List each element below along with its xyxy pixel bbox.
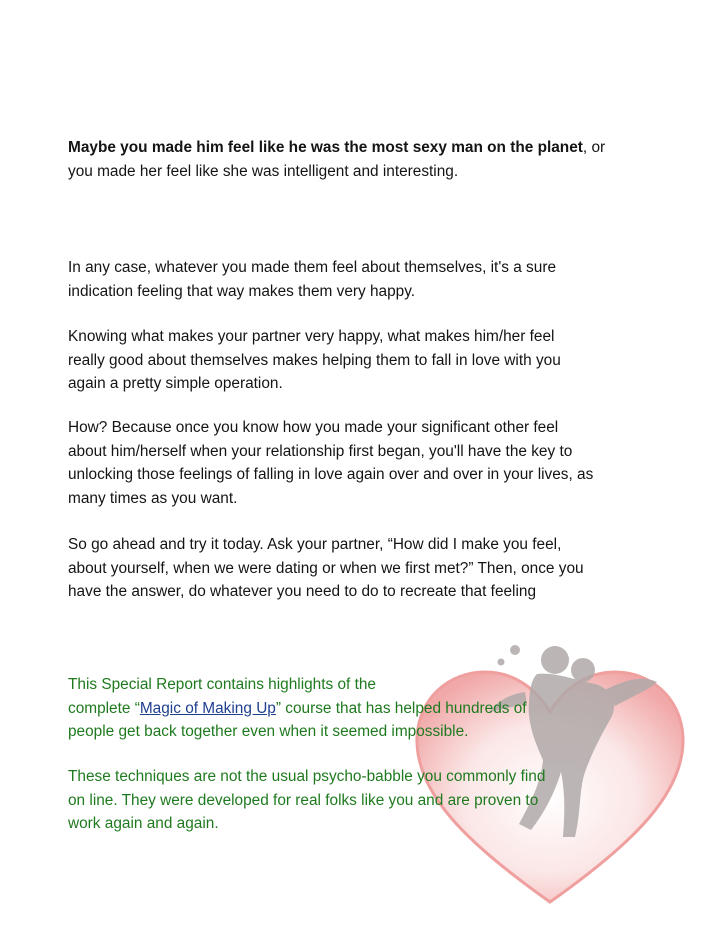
paragraph-2: [68, 256, 668, 303]
paragraph-3-line: really good about themselves makes helping them to fall in love with you: [68, 351, 561, 369]
paragraph-4-line: about him/herself when your relationship first began, you'll have the key to: [68, 442, 573, 460]
paragraph-1-text: [68, 136, 668, 183]
techniques-line: on line. They were developed for real folks like you and are proven to: [68, 791, 539, 809]
special-report-line-2: [68, 697, 668, 721]
techniques-line: These techniques are not the usual psycho-babble you commonly find: [68, 768, 546, 785]
paragraph-5-line: have the answer, do whatever you need to do to recreate that feeling: [68, 583, 537, 600]
paragraph-4-line: many times as you want.: [68, 489, 238, 507]
paragraph-4-line: unlocking those feelings of falling in love again over and over in your lives, as: [68, 466, 594, 483]
special-report-line-1: This Special Report contains highlights of the: [68, 676, 376, 693]
paragraph-2-line: indication feeling that way makes them very happy.: [68, 282, 416, 300]
magic-of-making-up-link[interactable]: Magic of Making Up: [139, 699, 276, 717]
special-report-line-2-end: ” course that has helped hundreds of: [275, 699, 527, 717]
special-report-line-2-start: complete “: [68, 699, 140, 717]
paragraph-3-line: Knowing what makes your partner very happy, what makes him/her feel: [68, 328, 555, 345]
special-report-line-3: people get back together even when it seemed impossible.: [68, 723, 469, 740]
techniques-paragraph: [68, 765, 668, 836]
bold-lead-in: Maybe you made him feel like he was the most sexy man on the planet: [68, 139, 583, 156]
special-report-paragraph: [68, 673, 668, 744]
paragraph-3: [68, 325, 668, 396]
paragraph-3-line: again a pretty simple operation.: [68, 375, 283, 392]
paragraph-5-line: So go ahead and try it today. Ask your partner, “How did I make you feel,: [68, 536, 562, 553]
techniques-line: work again and again.: [68, 815, 219, 832]
paragraph-1-line-2: you made her feel like she was intelligent and interesting.: [68, 162, 459, 180]
paragraph-5-line: about yourself, when we were dating or when we first met?” Then, once you: [68, 559, 584, 577]
paragraph-4: [68, 416, 668, 510]
paragraph-1: [68, 136, 668, 183]
paragraph-5: [68, 533, 668, 604]
paragraph-4-line: How? Because once you know how you made your significant other feel: [68, 419, 559, 436]
paragraph-2-line: In any case, whatever you made them feel about themselves, it's a sure: [68, 259, 556, 276]
lead-in-continuation: , or: [582, 139, 606, 156]
